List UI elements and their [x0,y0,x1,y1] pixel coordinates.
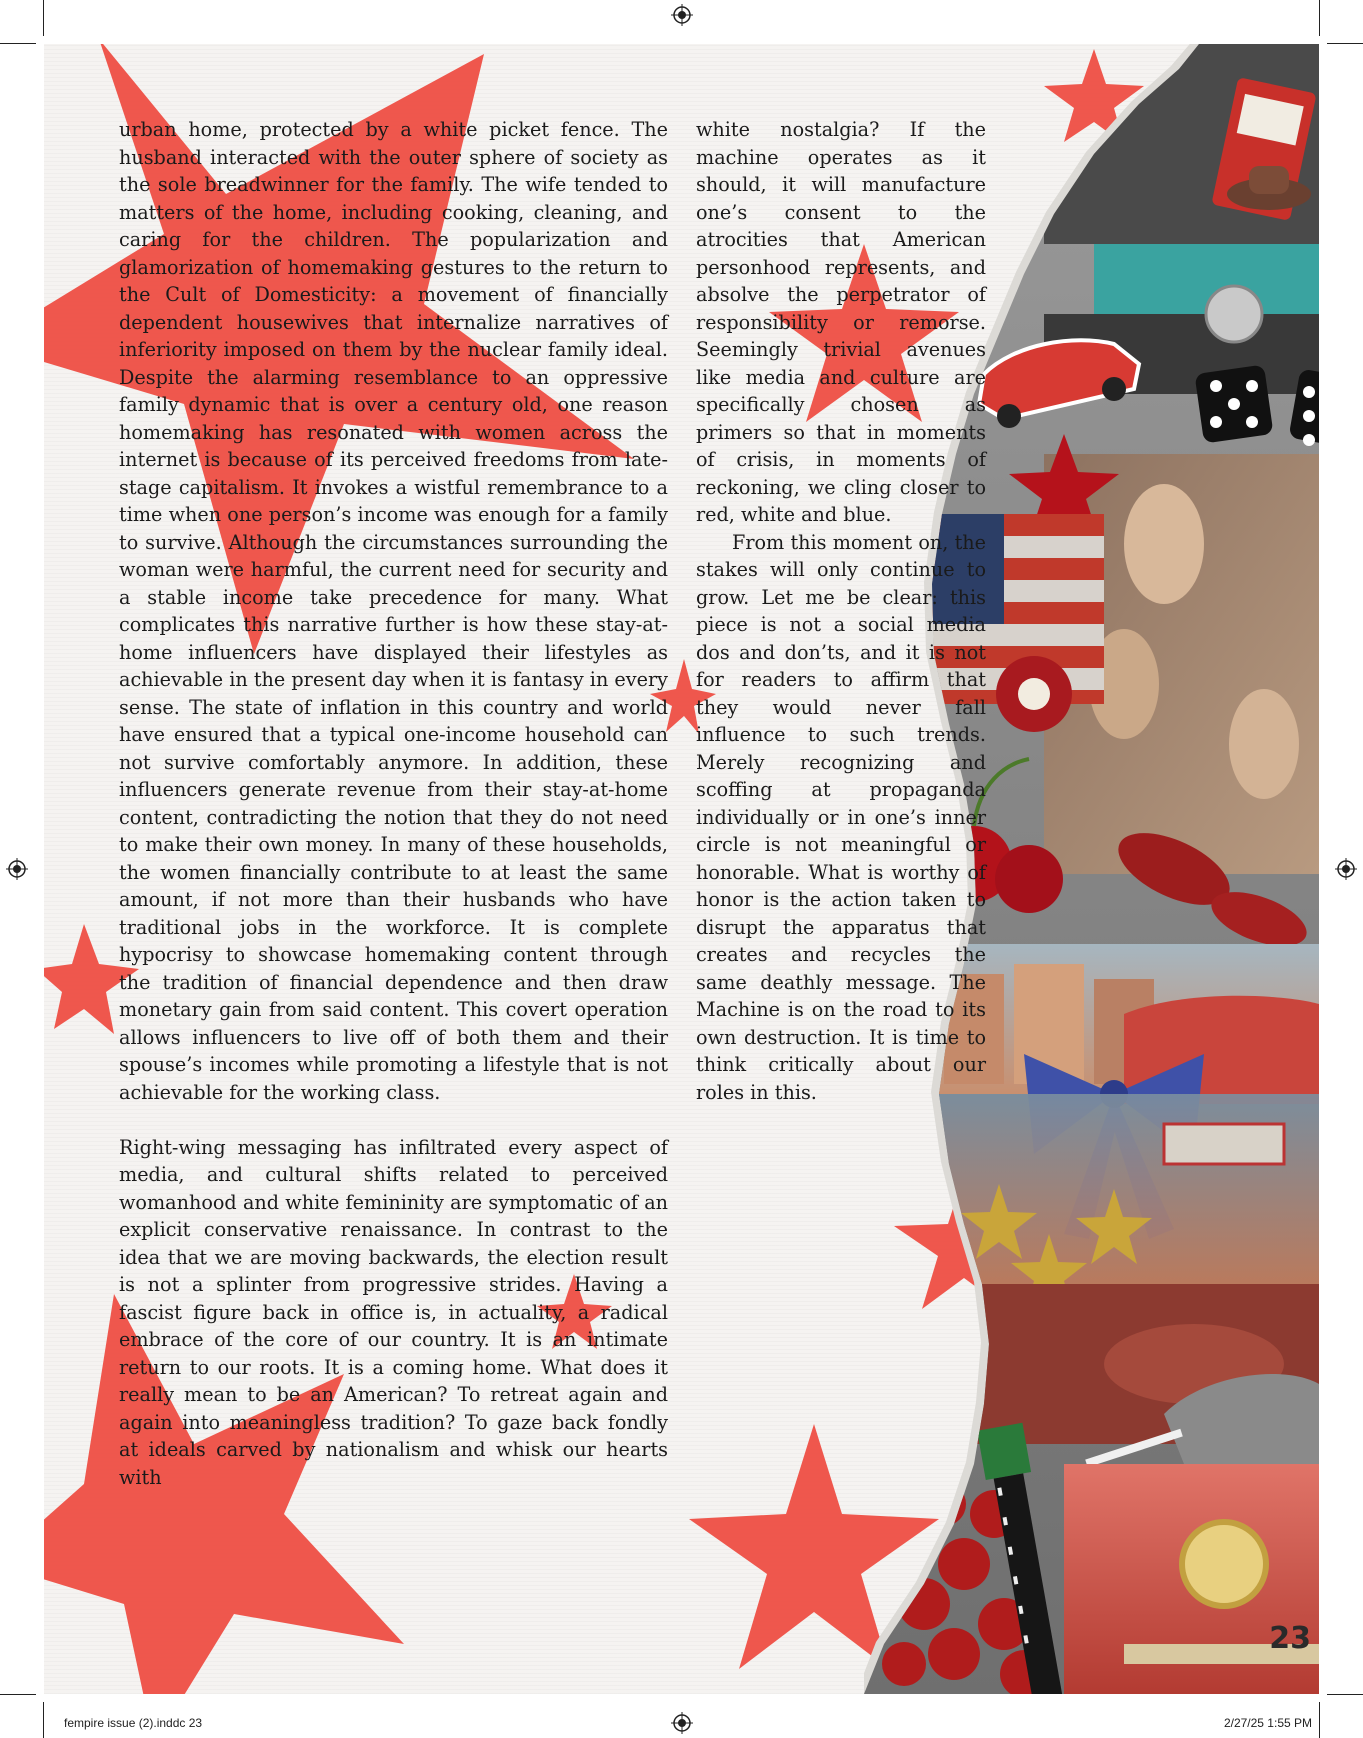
magazine-page [44,44,1319,1694]
crop-mark [0,1694,36,1695]
crop-mark [43,0,44,36]
article-paragraph: white nostalgia? If the machine operates as it should, it will manufacture one’s consent to the atrocities that American personhood represents, and absolve the perpetrator of responsibility or remorse. Seemingly trivial avenues like media and culture are specifically chosen as primers so that in moments of crisis, in moments of reckoning, we cling closer to red, white and blue. [696,118,986,526]
slug-datetime: 2/27/25 1:55 PM [1223,1716,1312,1730]
registration-mark-icon [671,1712,693,1734]
crop-mark [0,43,36,44]
article-paragraph: Right-wing messaging has infiltrated every aspect of media, and cultural shifts related to perceived womanhood and white femininity are symptomatic of an explicit conservative renaissance. In contrast to the idea that we are moving backwards, the election result is not a splinter from progressive strides. Having a fascist figure back in office is, in actuality, a radical embrace of the core of our country. It is an intimate return to our roots. It is a coming home. What does it really mean to be an American? To retreat again and again into meaningless tradition? To gaze back fondly at ideals carved by nationalism and whisk our hearts with [119,1135,668,1489]
registration-mark-icon [6,858,28,880]
article-column-left [119,116,668,1491]
crop-mark [43,1702,44,1738]
slug-filename: fempire issue (2).inddc 23 [64,1716,203,1730]
registration-mark-icon [671,4,693,26]
crop-mark [1319,0,1320,36]
crop-mark [1319,1702,1320,1738]
article-paragraph: urban home, protected by a white picket fence. The husband interacted with the outer sphere of society as the sole breadwinner for the family. The wife tended to matters of the home, including cooking, cleaning, and caring for the children. The popularization and glamorization of homemaking gestures to the return to the Cult of Domesticity: a movement of financially dependent housewives that internalize narratives of inferiority imposed on them by the nuclear family ideal. Despite the alarming resemblance to an oppressive family dynamic that is over a century old, one reason homemaking has resonated with women across the internet is because of its perceived freedoms from late-stage capitalism. It invokes a wistful remembrance to a time when one person’s income was enough for a family to survive. Although the circumstances surrounding the woman were harmful, the current need for security and a stable income take precedence for many. What complicates this narrative further is how these stay-at-home influencers have displayed their lifestyles as achievable in the present day when it is fantasy in every sense. The state of inflation in this country and world have ensured that a typical one-income household can not survive comfortably anymore. In addition, these influencers generate revenue from their stay-at-home content, contradicting the notion that they do not need to make their own money. In many of these households, the women financially contribute to at least the same amount, if not more than their husbands who have traditional jobs in the workforce. It is complete hypocrisy to showcase homemaking content through the tradition of financial dependence and then draw monetary gain from said content. This covert operation allows influencers to live off of both them and their spouse’s incomes while promoting a lifestyle that is not achievable for the working class. [119,118,668,1104]
crop-mark [1327,43,1363,44]
article-column-right [696,116,986,1106]
article-paragraph: From this moment on, the stakes will only continue to grow. Let me be clear: this piece is not a social media dos and don’ts, and it is not for readers to affirm that they would never fall influence to such trends. Merely recognizing and scoffing at propaganda individually or in one’s inner circle is not meaningful or honorable. What is worthy of honor is the action taken to disrupt the apparatus that creates and recycles the same deathly message. The Machine is on the road to its own destruction. It is time to think critically about our roles in this. [696,530,986,1104]
crop-mark [1327,1694,1363,1695]
registration-mark-icon [1335,858,1357,880]
page-number: 23 [1269,1621,1311,1656]
